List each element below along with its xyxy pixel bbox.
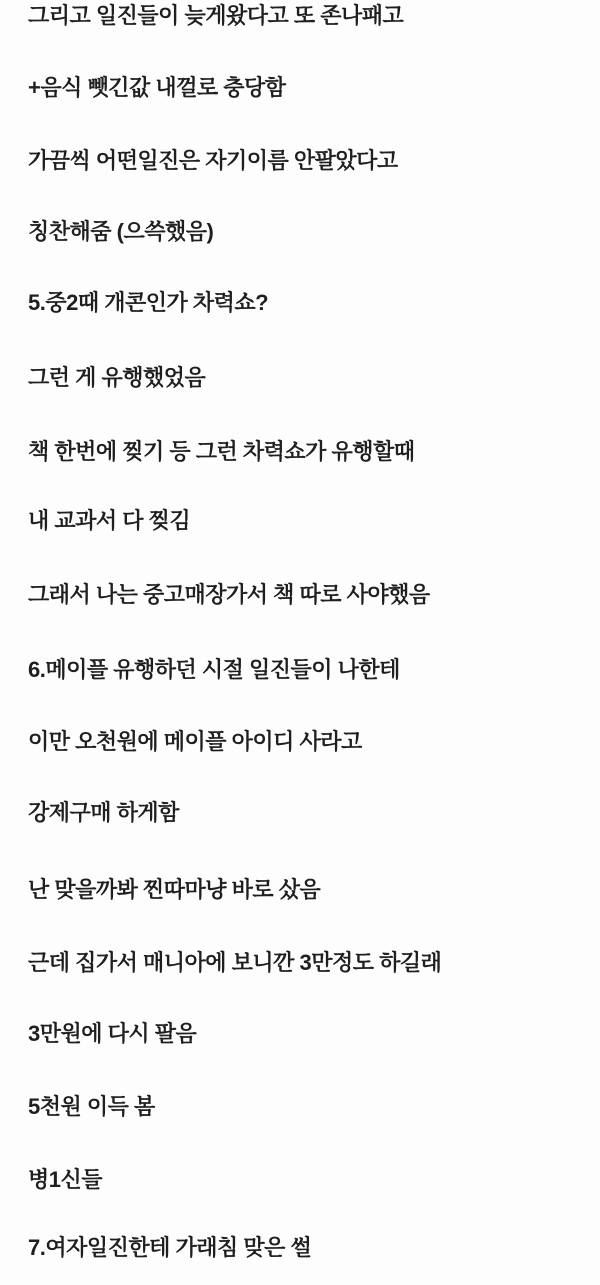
- text-line: 그래서 나는 중고매장가서 책 따로 사야했음: [28, 582, 430, 607]
- text-line: 근데 집가서 매니아에 보니깐 3만정도 하길래: [28, 950, 442, 975]
- text-line: 그런 게 유행했었음: [28, 365, 206, 390]
- text-line: 5천원 이득 봄: [28, 1094, 155, 1119]
- text-line: 5.중2때 개콘인가 차력쇼?: [28, 290, 269, 315]
- text-line: 병1신들: [28, 1167, 102, 1192]
- text-line: 책 한번에 찢기 등 그런 차력쇼가 유행할때: [28, 439, 415, 464]
- text-line: 이만 오천원에 메이플 아이디 사라고: [28, 729, 362, 754]
- text-line: 난 맞을까봐 찐따마냥 바로 샀음: [28, 877, 321, 902]
- text-line: 7.여자일진한테 가래침 맞은 썰: [28, 1235, 312, 1260]
- text-line: 내 교과서 다 찢김: [28, 508, 191, 533]
- text-line: 강제구매 하게함: [28, 800, 179, 825]
- text-line: 칭찬해줌 (으쓱했음): [28, 219, 214, 244]
- text-line: 가끔씩 어떤일진은 자기이름 안팔았다고: [28, 148, 398, 173]
- text-line: 6.메이플 유행하던 시절 일진들이 나한테: [28, 657, 400, 682]
- text-line: 3만원에 다시 팔음: [28, 1021, 197, 1046]
- text-line: +음식 뺏긴값 내껄로 충당함: [28, 75, 286, 100]
- text-line: 그리고 일진들이 늦게왔다고 또 존나패고: [28, 3, 404, 28]
